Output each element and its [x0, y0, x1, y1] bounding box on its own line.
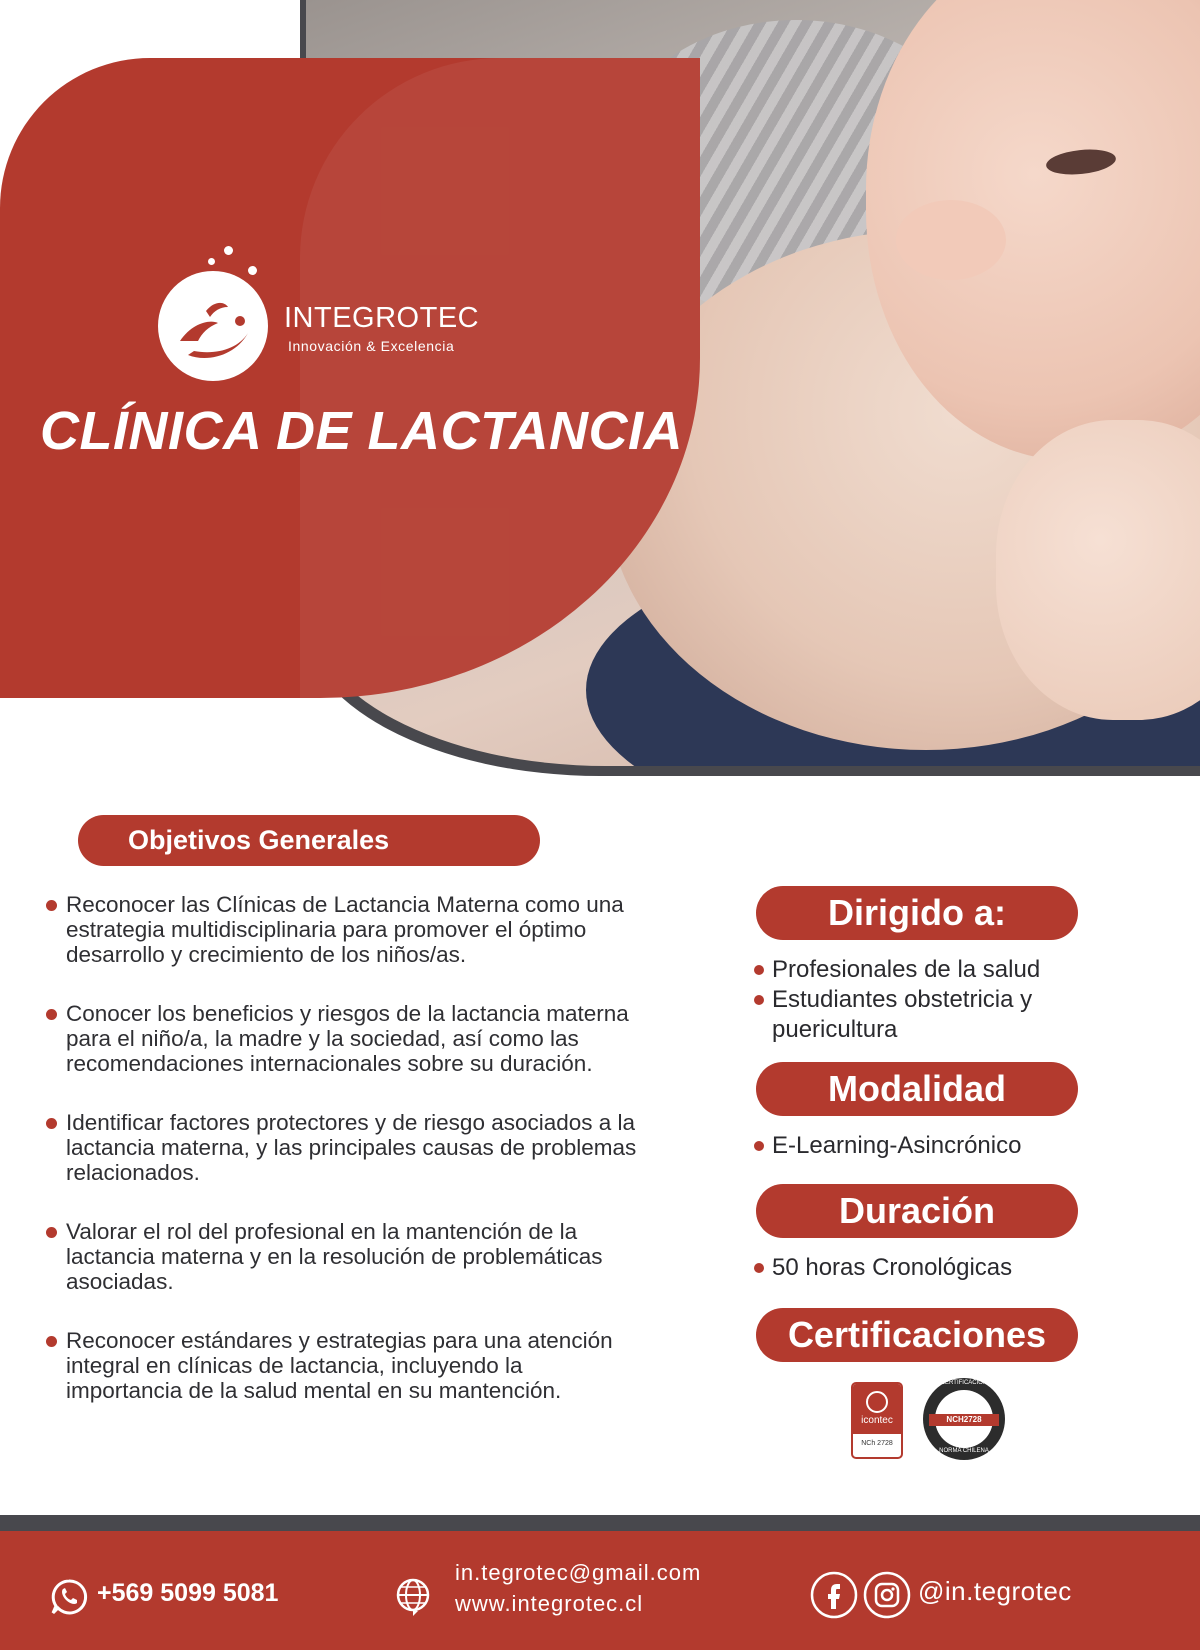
list-item	[754, 1131, 1114, 1161]
brand-tagline: Innovación & Excelencia	[288, 338, 455, 354]
seal-code: NCH2728	[946, 1415, 982, 1424]
certifications-heading: Certificaciones	[756, 1308, 1078, 1362]
modality-heading: Modalidad	[756, 1062, 1078, 1116]
objective-text: Identificar factores protectores y de riesgo asociados a la lactancia materna, y las principales causas de problemas relacionados.	[66, 1110, 637, 1185]
page-title: CLÍNICA DE LACTANCIA	[40, 401, 683, 461]
modality-list	[754, 1131, 1114, 1161]
badge-code: NCh 2728	[861, 1440, 893, 1447]
list-item	[754, 955, 1114, 985]
list-item	[44, 1001, 644, 1076]
brand-logo	[158, 246, 508, 376]
list-item	[44, 1328, 644, 1403]
hero-banner	[0, 58, 700, 698]
audience-heading: Dirigido a:	[756, 886, 1078, 940]
phone-number[interactable]: +569 5099 5081	[97, 1579, 279, 1607]
brand-name: INTEGROTEC	[284, 302, 480, 334]
duration-heading: Duración	[756, 1184, 1078, 1238]
objective-text: Reconocer las Clínicas de Lactancia Materna como una estrategia multidisciplinaria para promover el óptimo desarrollo y crecimiento de los niños/as.	[66, 892, 624, 967]
footer-divider	[0, 1515, 1200, 1531]
duration-list	[754, 1253, 1114, 1283]
hero-sheen	[300, 58, 700, 698]
list-item	[754, 985, 1072, 1045]
instagram-icon[interactable]	[863, 1571, 911, 1619]
audience-list	[754, 955, 1114, 1045]
logo-dot	[224, 246, 233, 255]
bullet-icon	[754, 1141, 764, 1151]
bullet-icon	[754, 1263, 764, 1273]
icontec-badge	[851, 1382, 903, 1459]
audience-text: Estudiantes obstetricia y puericultura	[772, 986, 1033, 1043]
seal-top-text: CERTIFICACIÓN	[940, 1380, 988, 1386]
badge-brand: icontec	[861, 1415, 893, 1426]
bullet-icon	[46, 1336, 57, 1347]
list-item	[754, 1253, 1114, 1283]
logo-dot	[208, 258, 215, 265]
email-link[interactable]: in.tegrotec@gmail.com	[455, 1560, 702, 1585]
logo-dot	[248, 266, 257, 275]
objective-text: Conocer los beneficios y riesgos de la lactancia materna para el niño/a, la madre y la sociedad, así como las recomendaciones internacionales sobre su duración.	[66, 1001, 629, 1076]
seal-bottom-text: NORMA CHILENA	[939, 1448, 989, 1454]
bullet-icon	[46, 1118, 57, 1129]
photo-baby-nose	[896, 200, 1006, 280]
icontec-icon	[866, 1391, 888, 1413]
objectives-list	[44, 892, 644, 1437]
logo-mark-icon	[158, 271, 268, 381]
objective-text: Valorar el rol del profesional en la mantención de la lactancia materna y en la resolución de problemáticas asociadas.	[66, 1219, 603, 1294]
list-item	[44, 1110, 644, 1185]
photo-baby-hand	[996, 420, 1200, 720]
bullet-icon	[46, 1009, 57, 1020]
footer	[0, 1531, 1200, 1650]
objective-text: Reconocer estándares y estrategias para una atención integral en clínicas de lactancia, incluyendo la importancia de la salud mental en su mantención.	[66, 1328, 613, 1403]
bullet-icon	[46, 1227, 57, 1238]
bullet-icon	[754, 995, 764, 1005]
list-item	[44, 1219, 644, 1294]
bullet-icon	[754, 965, 764, 975]
audience-text: Profesionales de la salud	[772, 956, 1041, 983]
bullet-icon	[46, 900, 57, 911]
whatsapp-icon[interactable]	[50, 1578, 88, 1616]
list-item	[44, 892, 644, 967]
globe-icon	[395, 1577, 431, 1617]
modality-text: E-Learning-Asincrónico	[772, 1132, 1022, 1159]
website-link[interactable]: www.integrotec.cl	[455, 1591, 644, 1616]
duration-text: 50 horas Cronológicas	[772, 1254, 1013, 1281]
facebook-icon[interactable]	[810, 1571, 858, 1619]
objectives-heading: Objetivos Generales	[78, 815, 540, 866]
norma-chilena-seal	[923, 1378, 1005, 1460]
social-handle[interactable]: @in.tegrotec	[918, 1576, 1072, 1606]
